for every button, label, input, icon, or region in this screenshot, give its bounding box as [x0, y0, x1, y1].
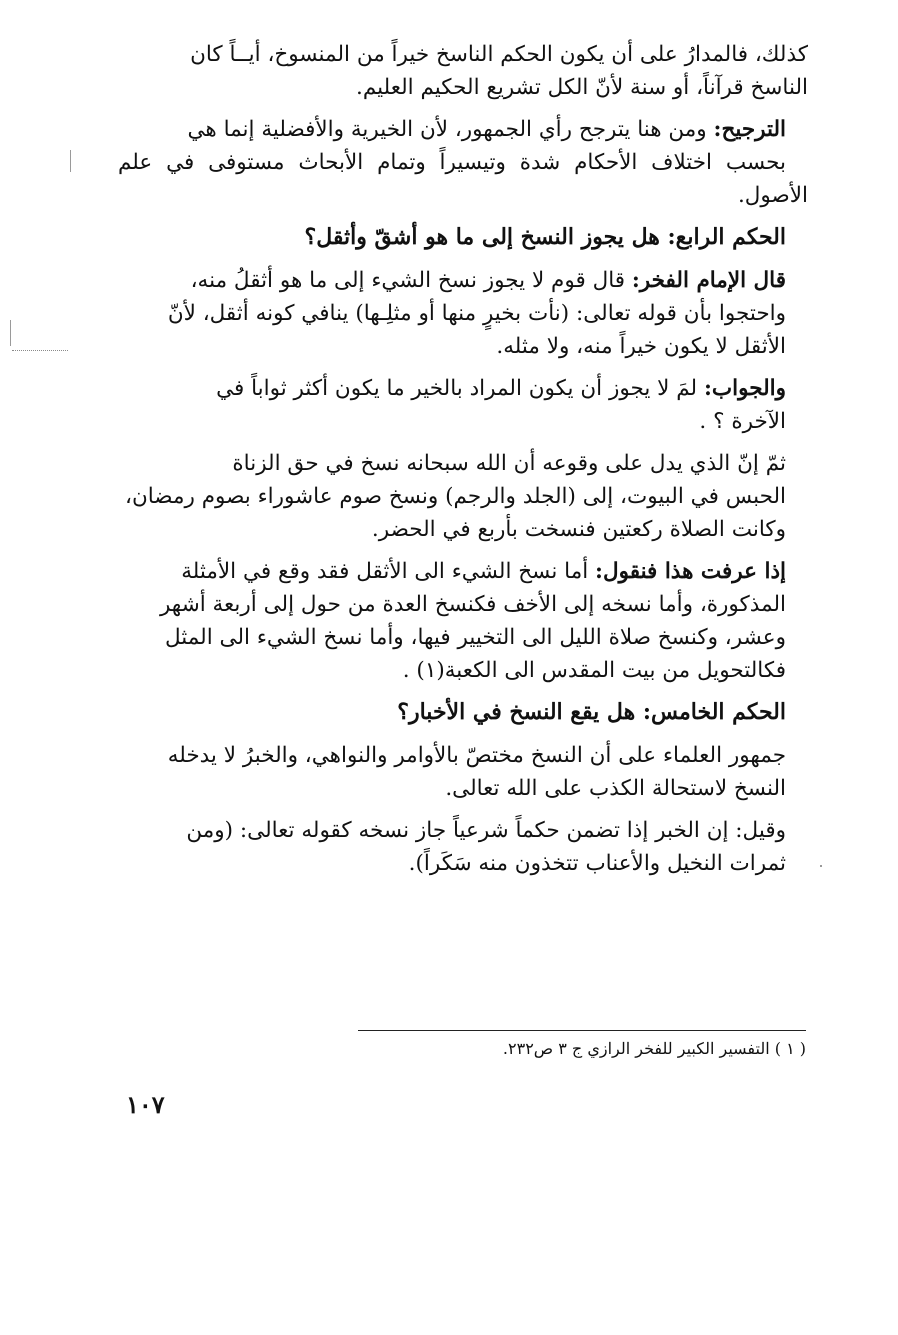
- line-text: الآخرة ؟ .: [699, 409, 786, 434]
- page-number: ١٠٧: [126, 1090, 165, 1119]
- paragraph: [118, 555, 808, 687]
- paragraph-line: [118, 372, 808, 405]
- paragraph: [118, 38, 808, 104]
- paragraph-line: [118, 480, 808, 513]
- line-text: النسخ لاستحالة الكذب على الله تعالى.: [445, 776, 786, 801]
- footnote: ( ١ ) التفسير الكبير للفخر الرازي ج ٣ ص٢٣٢.: [502, 1039, 806, 1058]
- paragraph: [118, 372, 808, 438]
- paragraph-lead: قال الإمام الفخر:: [631, 268, 786, 293]
- section-heading: الحكم الرابع: هل يجوز النسخ إلى ما هو أشقّ وأثقل؟: [304, 224, 786, 250]
- line-text: فكالتحويل من بيت المقدس الى الكعبة(١) .: [402, 658, 786, 683]
- margin-speck: [820, 865, 822, 867]
- paragraph-line: [118, 555, 808, 588]
- paragraph-lead: الترجيح:: [713, 117, 786, 142]
- paragraph-lead: إذا عرفت هذا فنقول:: [595, 559, 786, 584]
- paragraph-line: [118, 447, 808, 480]
- paragraph-line: [118, 71, 808, 104]
- paragraph-line: [118, 113, 808, 146]
- line-text: جمهور العلماء على أن النسخ مختصّ بالأوامر والنواهي، والخبرُ لا يدخله: [167, 743, 786, 768]
- line-text: وكانت الصلاة ركعتين فنسخت بأربع في الحضر.: [371, 517, 786, 542]
- paragraph-line: [118, 654, 808, 687]
- line-text: واحتجوا بأن قوله تعالى: (نأت بخيرٍ منها أو مثلِـها) ينافي كونه أثقل، لأنّ: [167, 301, 786, 326]
- margin-speck: [70, 150, 71, 172]
- paragraph-lead: والجواب:: [703, 376, 786, 401]
- section-heading: الحكم الخامس: هل يقع النسخ في الأخبار؟: [397, 699, 786, 725]
- margin-speck: [12, 350, 68, 352]
- paragraph-line: [118, 330, 808, 363]
- paragraph: [118, 814, 808, 880]
- line-text: كذلك، فالمدارُ على أن يكون الحكم الناسخ خيراً من المنسوخ، أيــاً كان: [190, 42, 808, 67]
- line-text: الناسخ قرآناً، أو سنة لأنّ الكل تشريع الحكيم العليم.: [355, 75, 808, 100]
- paragraph: [118, 264, 808, 363]
- paragraph-line: [118, 814, 808, 847]
- paragraph-line: [118, 621, 808, 654]
- paragraph: [118, 447, 808, 546]
- margin-speck: [10, 320, 11, 346]
- paragraph-line: [118, 739, 808, 772]
- line-text: ومن هنا يترجح رأي الجمهور، لأن الخيرية والأفضلية إنما هي: [187, 117, 707, 142]
- line-text: الحبس في البيوت، إلى (الجلد والرجم) ونسخ صوم عاشوراء بصوم رمضان،: [125, 484, 786, 509]
- paragraph-line: [118, 297, 808, 330]
- paragraph: [118, 739, 808, 805]
- line-text: لمَ لا يجوز أن يكون المراد بالخير ما يكون أكثر ثواباً في: [216, 376, 698, 401]
- line-text: المذكورة، وأما نسخه إلى الأخف فكنسخ العدة من حول إلى أربعة أشهر: [159, 592, 786, 617]
- paragraph-line: [118, 264, 808, 297]
- line-text: الأثقل لا يكون خيراً منه، ولا مثله.: [496, 334, 786, 359]
- line-text: وقيل: إن الخبر إذا تضمن حكماً شرعياً جاز نسخه كقوله تعالى: (ومن: [186, 818, 786, 843]
- paragraph-line: [118, 847, 808, 880]
- paragraph-line: [118, 513, 808, 546]
- line-text: بحسب اختلاف الأحكام شدة وتيسيراً وتمام الأبحاث مستوفى في علم الأصول.: [118, 150, 808, 208]
- paragraph-line: [118, 772, 808, 805]
- paragraph: [118, 113, 808, 212]
- paragraph-line: [118, 588, 808, 621]
- line-text: أما نسخ الشيء الى الأثقل فقد وقع في الأمثلة: [181, 559, 589, 584]
- line-text: ثمّ إنّ الذي يدل على وقوعه أن الله سبحانه نسخ في حق الزناة: [232, 451, 786, 476]
- paragraph-line: [118, 146, 808, 212]
- line-text: ثمرات النخيل والأعناب تتخذون منه سَكَراً).: [408, 851, 786, 876]
- paragraph-line: [118, 38, 808, 71]
- line-text: قال قوم لا يجوز نسخ الشيء إلى ما هو أثقلُ منه،: [190, 268, 626, 293]
- footnote-divider: [358, 1030, 806, 1031]
- paragraph-line: [118, 405, 808, 438]
- page-body: [118, 38, 808, 889]
- line-text: وعشر، وكنسخ صلاة الليل الى التخيير فيها، وأما نسخ الشيء الى المثل: [164, 625, 786, 650]
